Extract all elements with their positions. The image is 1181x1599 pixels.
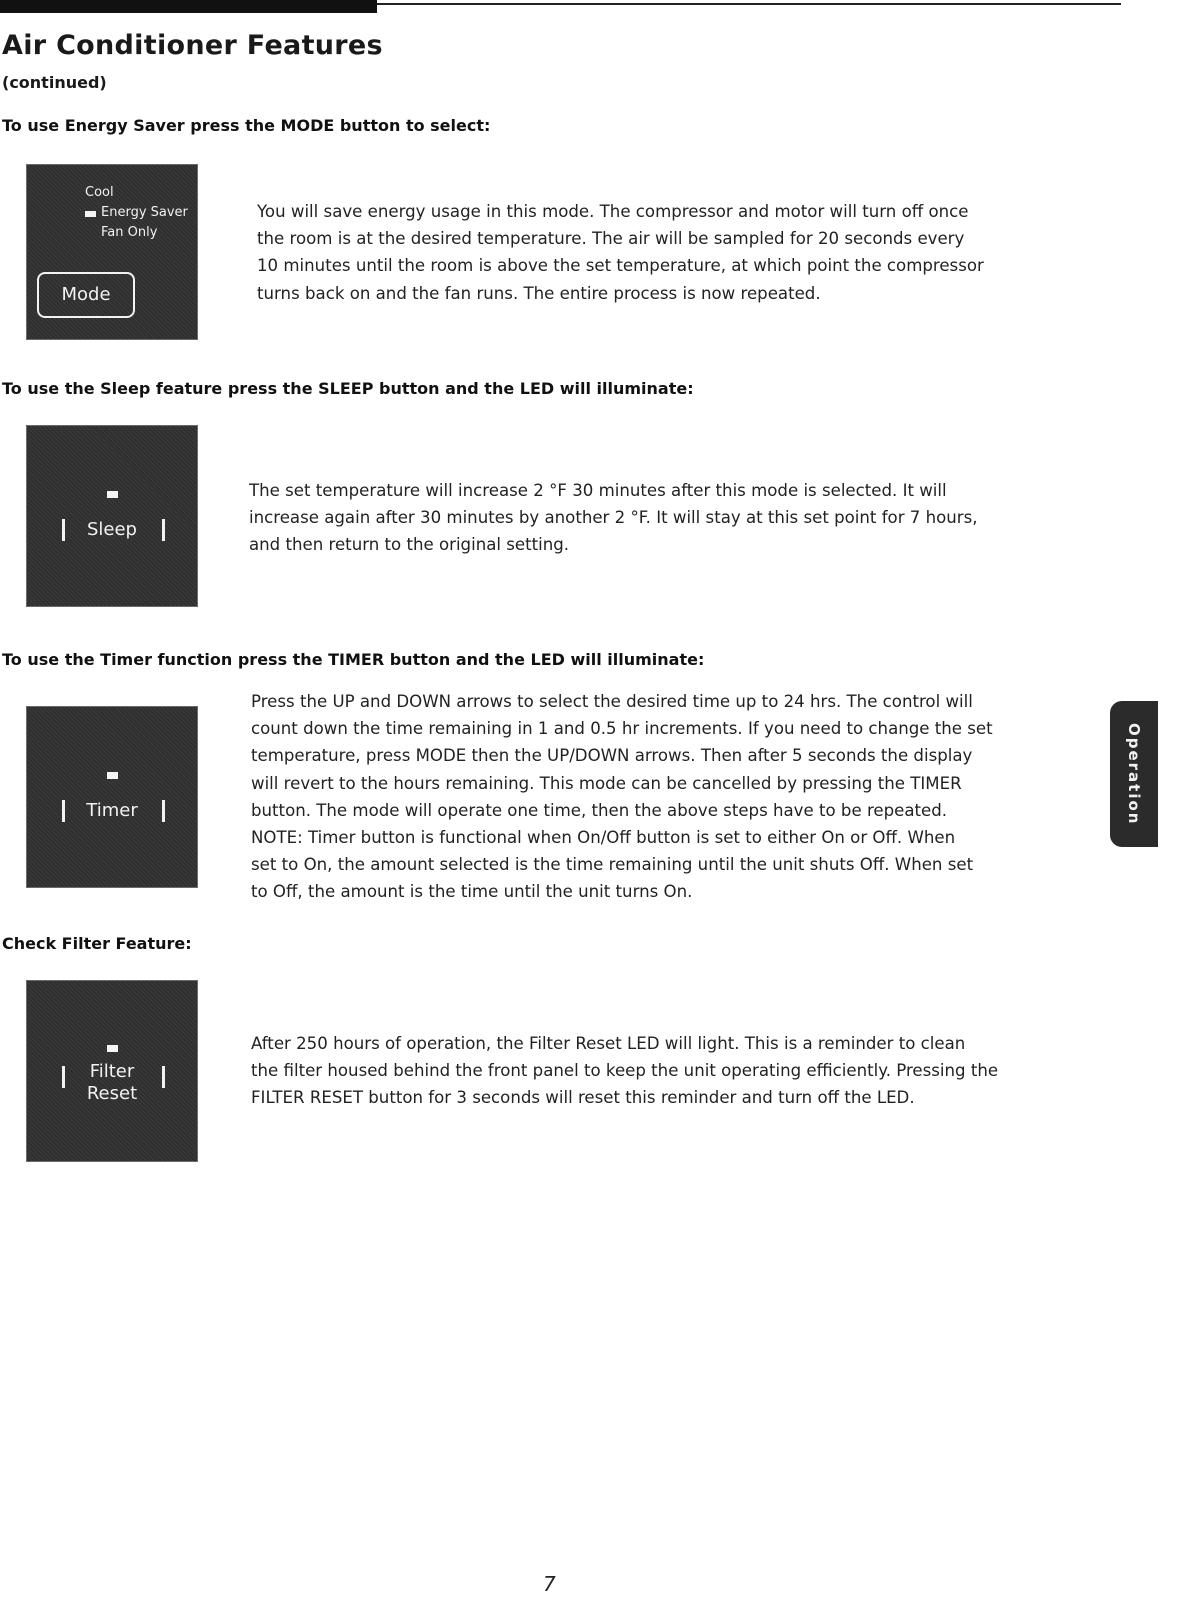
- page-subtitle: (continued): [2, 73, 107, 92]
- text-line: You will save energy usage in this mode. The compressor and motor will turn off once: [257, 202, 969, 221]
- header-rule-thick: [0, 0, 377, 13]
- energy-saver-description: [257, 198, 984, 307]
- operation-section-tab: [1110, 701, 1158, 847]
- text-line: turns back on and the fan runs. The entire process is now repeated.: [257, 283, 821, 303]
- text-line: temperature, press MODE then the UP/DOWN arrows. Then after 5 seconds the display: [251, 746, 973, 766]
- timer-description: [251, 688, 993, 906]
- section-heading-timer: To use the Timer function press the TIMER button and the LED will illuminate:: [2, 650, 705, 669]
- energy-saver-led-indicator: [85, 211, 96, 217]
- sleep-control-panel: [26, 425, 198, 607]
- text-line: Press the UP and DOWN arrows to select the desired time up to 24 hrs. The control will: [251, 692, 973, 711]
- header-rule-thin: [377, 3, 1121, 5]
- page-title: Air Conditioner Features: [2, 30, 383, 61]
- button-bracket-right: [162, 519, 165, 541]
- button-label-line: Reset: [86, 1083, 138, 1104]
- mode-button[interactable]: Mode: [37, 272, 135, 318]
- text-line: FILTER RESET button for 3 seconds will reset this reminder and turn off the LED.: [251, 1088, 915, 1108]
- text-line: 10 minutes until the room is above the set temperature, at which point the compressor: [257, 256, 984, 276]
- mode-option-cool: Cool: [85, 185, 114, 200]
- button-bracket-right: [162, 800, 165, 822]
- timer-led-indicator: [107, 772, 118, 779]
- mode-control-panel: [26, 164, 198, 340]
- timer-control-panel: [26, 706, 198, 888]
- button-bracket-right: [162, 1066, 165, 1088]
- text-line: will revert to the hours remaining. This mode can be cancelled by pressing the TIMER: [251, 773, 962, 793]
- page-number: 7: [543, 1572, 556, 1596]
- text-line: to Off, the amount is the time until the unit turns On.: [251, 882, 693, 902]
- text-line: count down the time remaining in 1 and 0.5 hr increments. If you need to change the set: [251, 719, 993, 739]
- filter-description: [251, 1030, 998, 1112]
- sleep-description: [249, 477, 978, 559]
- filter-reset-led-indicator: [107, 1045, 118, 1052]
- section-heading-check-filter: Check Filter Feature:: [2, 934, 192, 953]
- filter-control-panel: [26, 980, 198, 1162]
- text-line: increase again after 30 minutes by another 2 °F. It will stay at this set point for 7 hours,: [249, 508, 978, 528]
- text-line: The set temperature will increase 2 °F 30 minutes after this mode is selected. It will: [249, 481, 947, 500]
- button-label-line: Filter: [89, 1061, 135, 1082]
- text-line: the room is at the desired temperature. The air will be sampled for 20 seconds every: [257, 229, 965, 249]
- text-line: set to On, the amount selected is the time remaining until the unit shuts Off. When set: [251, 855, 974, 875]
- operation-tab-label: Operation: [1125, 722, 1143, 826]
- text-line: After 250 hours of operation, the Filter Reset LED will light. This is a reminder to clean: [251, 1034, 966, 1053]
- text-line: NOTE: Timer button is functional when On/Off button is set to either On or Off. When: [251, 828, 956, 848]
- section-heading-sleep: To use the Sleep feature press the SLEEP button and the LED will illuminate:: [2, 379, 694, 398]
- text-line: and then return to the original setting.: [249, 535, 570, 555]
- text-line: button. The mode will operate one time, then the above steps have to be repeated.: [251, 800, 948, 820]
- section-heading-energy-saver: To use Energy Saver press the MODE button to select:: [2, 116, 491, 135]
- text-line: the filter housed behind the front panel to keep the unit operating efficiently. Pressing the: [251, 1061, 999, 1081]
- sleep-button[interactable]: Sleep: [86, 519, 137, 540]
- timer-button[interactable]: Timer: [86, 800, 138, 821]
- sleep-led-indicator: [107, 491, 118, 498]
- mode-option-fan-only: Fan Only: [101, 225, 158, 240]
- mode-option-energy-saver: Energy Saver: [101, 205, 188, 220]
- mode-options-list: [85, 183, 188, 243]
- filter-reset-button[interactable]: [27, 1061, 197, 1105]
